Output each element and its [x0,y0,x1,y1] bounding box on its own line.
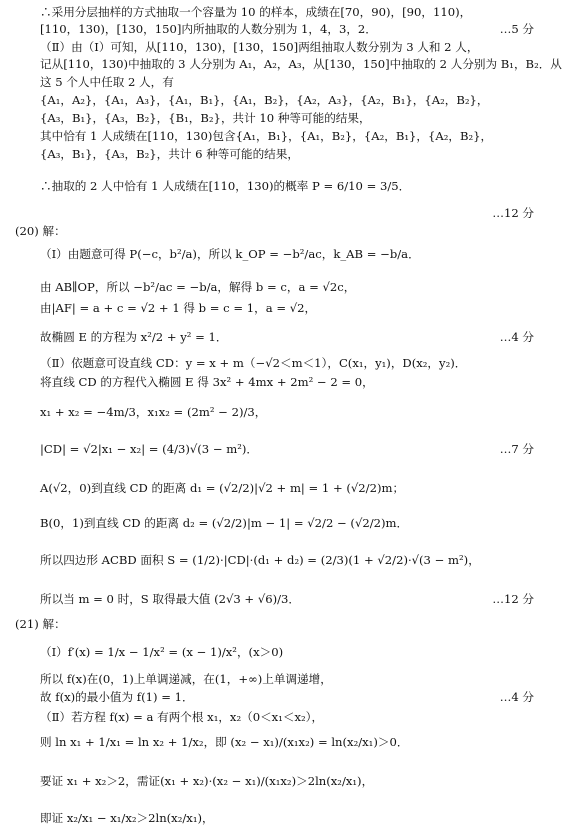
text-line: A(√2，0)到直线 CD 的距离 d₁ = (√2/2)|√2 + m| = 1 + (√2/2)m； [40,481,405,495]
score-mark: …12 分 [492,592,534,606]
text-line: {A₃，B₁}，{A₃，B₂}，{B₁，B₂}，共计 10 种等可能的结果， [40,111,371,125]
text-line: 要证 x₁ + x₂＞2，需证(x₁ + x₂)·(x₂ − x₁)/(x₁x₂)＞2ln(x₂/x₁)， [40,774,374,788]
score-mark: …12 分 [492,206,534,220]
text-line: 故椭圆 E 的方程为 x²/2 + y² = 1． [40,330,228,344]
text-line: （Ⅱ）由（Ⅰ）可知，从[110，130)，[130，150]两组抽取人数分别为 3 人和 2 人， [40,40,479,54]
text-line: {A₁，A₂}，{A₁，A₃}，{A₁，B₁}，{A₁，B₂}，{A₂，A₃}，{A₂，B₁}，{A₂，B₂}， [40,93,489,107]
text-line: （Ⅱ）依题意可设直线 CD：y = x + m（−√2＜m＜1），C(x₁，y₁)，D(x₂，y₂)． [40,356,467,370]
text-line: 即证 x₂/x₁ − x₁/x₂＞2ln(x₂/x₁)， [40,811,214,825]
text-line: x₁ + x₂ = −4m/3，x₁x₂ = (2m² − 2)/3， [40,405,267,419]
text-line: [110，130)，[130，150]内所抽取的人数分别为 1，4，3，2． [40,22,377,36]
text-line: 则 ln x₁ + 1/x₁ = ln x₂ + 1/x₂，即 (x₂ − x₁)/(x₁x₂) = ln(x₂/x₁)＞0． [40,735,409,749]
text-line: ∴抽取的 2 人中恰有 1 人成绩在[110，130)的概率 P = 6/10 = 3/5． [40,179,411,193]
text-line: 所以当 m = 0 时，S 取得最大值 (2√3 + √6)/3． [40,592,300,606]
score-mark: …5 分 [499,22,534,36]
text-line: ∴采用分层抽样的方式抽取一个容量为 10 的样本，成绩在[70，90)，[90，110)， [40,5,472,19]
text-line: （Ⅱ）若方程 f(x) = a 有两个根 x₁，x₂（0＜x₁＜x₂）， [40,710,324,724]
text-line: 所以 f(x)在(0，1)上单调递减，在(1，+∞)上单调递增， [40,672,332,686]
text-line: 故 f(x)的最小值为 f(1) = 1． [40,690,194,704]
text-line: (20) 解： [15,224,66,238]
text-line: 记从[110，130)中抽取的 3 人分别为 A₁，A₂，A₃，从[130，150]中抽取的 2 人分别为 B₁，B₂．从 [40,57,562,71]
text-line: 所以四边形 ACBD 面积 S = (1/2)·|CD|·(d₁ + d₂) = (2/3)(1 + √2/2)·√(3 − m²)， [40,553,480,567]
text-line: （Ⅰ）由题意可得 P(−c，b²/a)，所以 k_OP = −b²/ac，k_AB = −b/a． [40,247,420,261]
text-line: (21) 解： [15,617,66,631]
text-line: 这 5 个人中任取 2 人，有 [40,75,174,89]
text-line: 由|AF| = a + c = √2 + 1 得 b = c = 1，a = √2， [40,301,317,315]
score-mark: …4 分 [499,690,534,704]
score-mark: …7 分 [499,442,534,456]
text-line: （Ⅰ）f′(x) = 1/x − 1/x² = (x − 1)/x²，(x＞0) [40,645,284,659]
text-line: 由 AB∥OP，所以 −b²/ac = −b/a，解得 b = c，a = √2c， [40,280,356,294]
score-mark: …4 分 [499,330,534,344]
text-line: |CD| = √2|x₁ − x₂| = (4/3)√(3 − m²)． [40,442,259,456]
text-line: 将直线 CD 的方程代入椭圆 E 得 3x² + 4mx + 2m² − 2 = 0， [40,375,374,389]
text-line: B(0，1)到直线 CD 的距离 d₂ = (√2/2)|m − 1| = √2/2 − (√2/2)m． [40,516,409,530]
text-line: {A₃，B₁}，{A₃，B₂}，共计 6 种等可能的结果， [40,147,299,161]
text-line: 其中恰有 1 人成绩在[110，130)包含{A₁，B₁}，{A₁，B₂}，{A₂，B₁}，{A₂，B₂}， [40,129,493,143]
